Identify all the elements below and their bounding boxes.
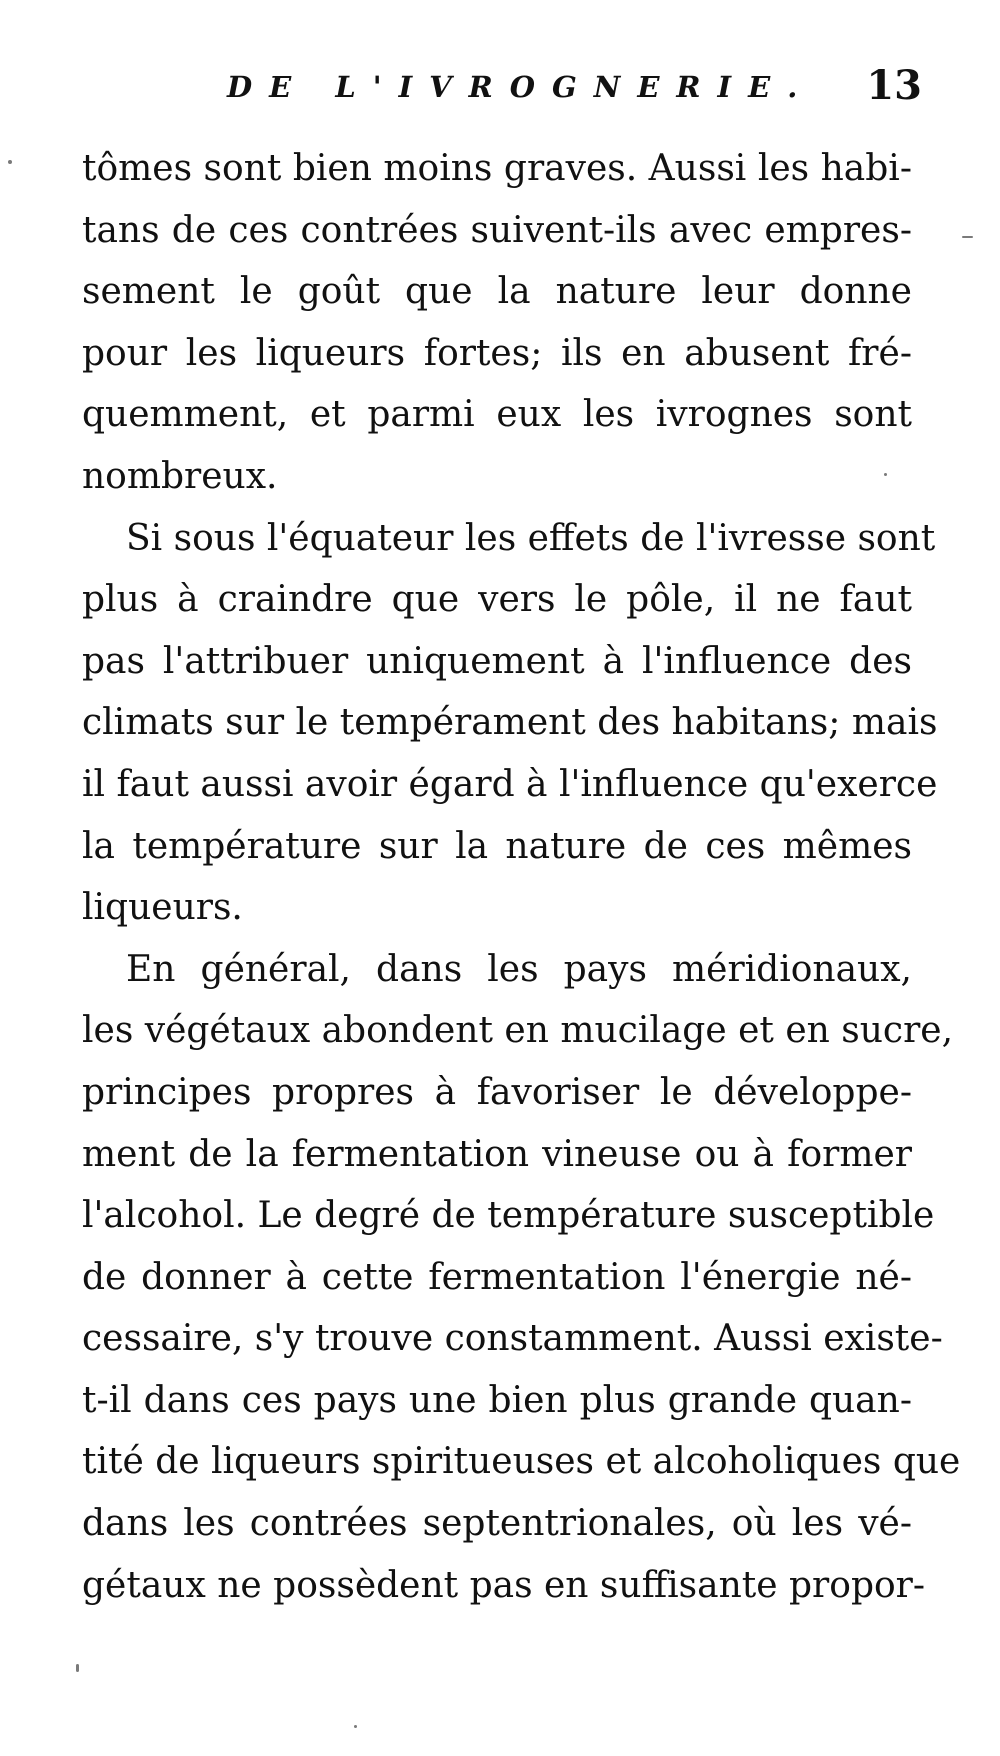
scan-speck [8,160,12,164]
text-line: il faut aussi avoir égard à l'influence qu'exerce [82,763,938,805]
body-text [82,138,961,1616]
text-line: dans les contrées septentrionales, où les vé- [82,1503,912,1545]
scan-speck [884,473,887,476]
text-line: t-il dans ces pays une bien plus grande quan- [82,1379,912,1421]
text-line: cessaire, s'y trouve constamment. Aussi existe- [82,1318,943,1360]
text-line: sement le goût que la nature leur donne [82,271,912,313]
text-line: tans de ces contrées suivent-ils avec empres- [82,209,912,251]
text-line: tité de liqueurs spiritueuses et alcoholiques que [82,1441,961,1483]
text-line: liqueurs. [82,887,243,929]
paragraph-2 [82,508,938,939]
text-line: quemment, et parmi eux les ivrognes sont [82,394,912,436]
text-line: tômes sont bien moins graves. Aussi les habi- [82,148,912,189]
text-line: pour les liqueurs fortes; ils en abusent fré- [82,332,912,374]
scan-speck [962,236,973,238]
text-line: nombreux. [82,455,278,497]
text-line: la température sur la nature de ces mêmes [82,825,912,867]
text-line: de donner à cette fermentation l'énergie né- [82,1256,912,1298]
scan-speck [354,1725,357,1728]
text-line: l'alcohol. Le degré de température susceptible [82,1195,935,1237]
page-number: 13 [866,62,922,109]
text-line: Si sous l'équateur les effets de l'ivresse sont [126,517,936,559]
running-header [82,62,928,122]
text-line: principes propres à favoriser le développe- [82,1071,912,1113]
text-line: climats sur le tempérament des habitans; mais [82,702,938,744]
scan-speck [76,1664,79,1672]
paragraph-1 [82,138,912,508]
text-line: gétaux ne possèdent pas en suffisante propor- [82,1564,926,1606]
text-line: les végétaux abondent en mucilage et en sucre, [82,1010,954,1052]
text-line: pas l'attribuer uniquement à l'influence des [82,640,912,682]
paragraph-3 [82,939,961,1617]
text-line: En général, dans les pays méridionaux, [126,948,912,990]
text-line: plus à craindre que vers le pôle, il ne faut [82,579,912,621]
running-title: DE L'IVROGNERIE. [227,70,815,104]
text-line: ment de la fermentation vineuse ou à former [82,1133,912,1175]
